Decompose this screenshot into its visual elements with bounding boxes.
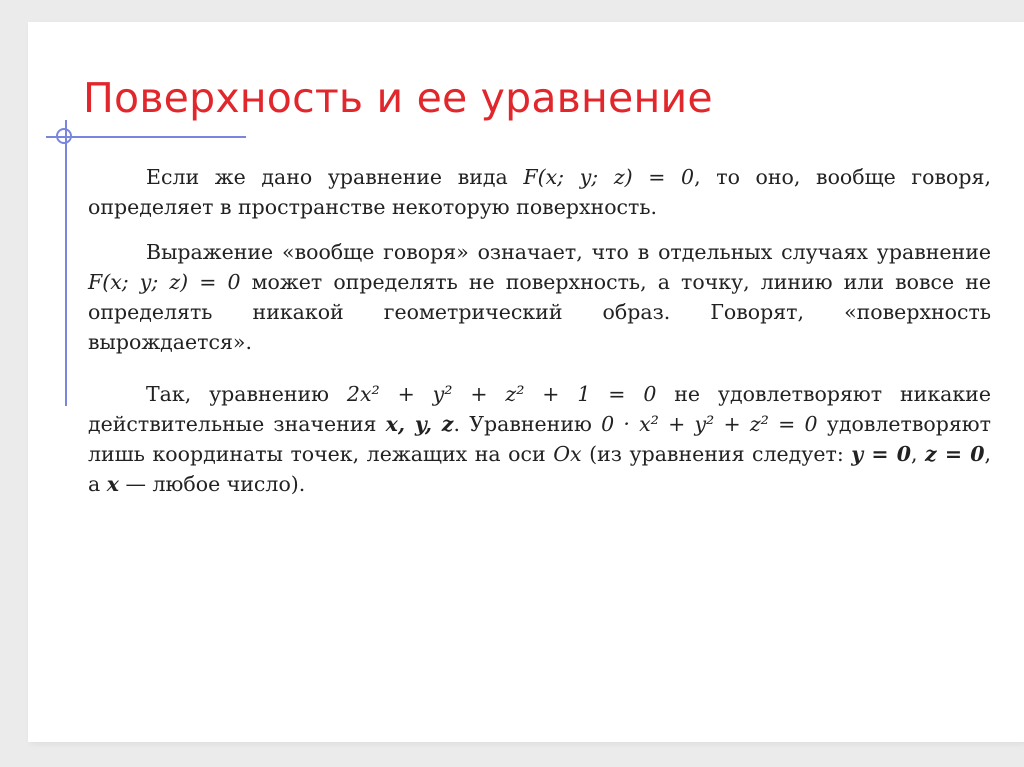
variables-xyz: x, y, z	[385, 412, 454, 436]
text: . Уравнению	[453, 412, 602, 436]
decorative-horizontal-line	[46, 136, 246, 138]
text: может определять не поверхность, а точку, линию или вовсе не определять никакой геометрический образ. Говорят, «поверхность вырождается».	[88, 270, 991, 354]
formula: F(x; y; z) = 0	[88, 270, 241, 294]
text: Если же дано уравнение вида	[146, 165, 524, 189]
decorative-vertical-line	[65, 120, 67, 406]
variable-x: x	[106, 472, 119, 496]
text: не удовлетворяют никакие действительные значения	[88, 382, 991, 436]
text: , а	[88, 442, 991, 496]
equation-no-real-solutions: 2x² + y² + z² + 1 = 0	[346, 382, 657, 406]
text: удовлетворяют лишь координаты точек, лежащих на оси	[88, 412, 991, 466]
text: — любое число).	[118, 472, 306, 496]
slide-title: Поверхность и ее уравнение	[83, 74, 713, 122]
text: Так, уравнению	[146, 382, 347, 406]
formula: F(x; y; z) = 0	[523, 165, 695, 189]
axis-name: Ox	[553, 442, 582, 466]
decorative-crosshair-circle-icon	[56, 128, 72, 144]
paragraph-examples	[88, 379, 991, 499]
slide	[28, 22, 1024, 742]
paragraph-surface-definition	[88, 162, 991, 222]
paragraph-generally-speaking	[88, 237, 991, 357]
condition-y: y = 0	[851, 442, 911, 466]
text: , то оно, вообще говоря, определяет в пространстве некоторую поверхность.	[88, 165, 991, 219]
text: (из уравнения следует:	[581, 442, 852, 466]
condition-z: z = 0	[925, 442, 985, 466]
slide-body	[88, 162, 991, 499]
equation-axis-points: 0 · x² + y² + z² = 0	[601, 412, 818, 436]
text: ,	[910, 442, 926, 466]
text: Выражение «вообще говоря» означает, что в отдельных случаях уравнение	[146, 240, 991, 264]
